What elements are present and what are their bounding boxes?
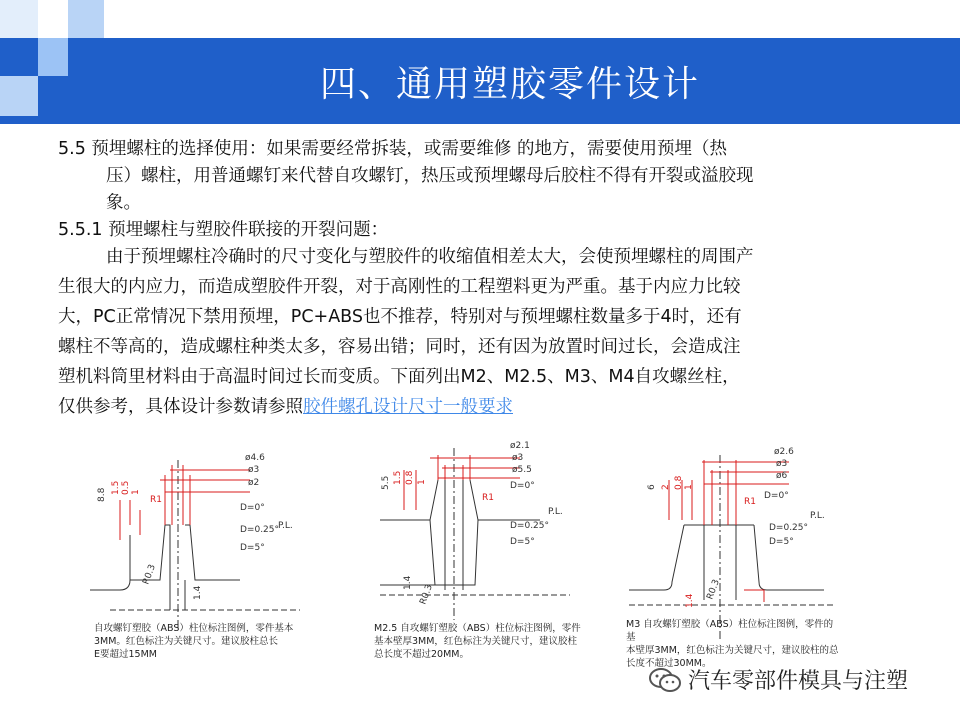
dim-label: D=0°	[240, 503, 265, 513]
paragraph-line: 5.5 预埋螺柱的选择使用：如果需要经常拆装，或需要维修 的地方，需要使用预埋（热	[58, 139, 727, 159]
caption-line: 3MM。红色标注为关键尺寸。建议胶柱总长	[94, 636, 278, 647]
paragraph-line: 由于预埋螺柱冷确时的尺寸变化与塑胶件的收缩值相差太大，会使预埋螺柱的周围产	[106, 247, 754, 267]
dim-label: ø2	[248, 478, 260, 488]
dim-label: D=0°	[764, 491, 789, 501]
dim-label: D=0.25°	[510, 521, 550, 531]
dim-label: 0.8	[405, 470, 415, 485]
design-spec-link[interactable]: 胶件螺孔设计尺寸一般要求	[303, 397, 513, 417]
dim-label: 1.4	[193, 585, 203, 600]
figure-m2-5	[370, 440, 590, 672]
dim-label: 8.8	[97, 487, 107, 502]
figure-caption	[94, 622, 314, 661]
dim-label: 1	[131, 489, 141, 495]
dim-label: D=0.25°	[769, 523, 809, 533]
dim-label: 0.8	[674, 475, 684, 490]
dim-label: D=5°	[240, 543, 265, 553]
decor-square	[68, 0, 104, 38]
dim-label: R0.3	[141, 563, 158, 587]
dim-label: D=0.25°	[240, 525, 280, 535]
dim-label: ø3	[248, 465, 260, 475]
caption-line: 本壁厚3MM，红色标注为关键尺寸，建议胶柱的总	[626, 645, 839, 656]
section-heading: 5.5.1 预埋螺柱与塑胶件联接的开裂问题：	[58, 220, 389, 240]
figure-caption	[374, 622, 588, 661]
caption-line: M3 自攻螺钉塑胶（ABS）柱位标注图例，零件的基	[626, 619, 834, 643]
dim-label: ø2.1	[510, 441, 530, 451]
dim-label: 1.4	[685, 593, 695, 608]
dim-label: 1.5	[111, 480, 121, 495]
dim-label: P.L.	[278, 521, 293, 531]
footer-watermark	[648, 664, 908, 695]
caption-line: 基本壁厚3MM，红色标注为关键尺寸，建议胶柱	[374, 636, 577, 647]
wechat-icon	[648, 666, 682, 694]
dim-label: 1	[417, 479, 427, 485]
dim-label: D=5°	[510, 537, 535, 547]
dim-label: 0.5	[121, 480, 131, 495]
dim-label: R0.3	[705, 578, 722, 602]
dim-label: ø2.6	[774, 447, 794, 457]
dim-label: 2	[661, 484, 671, 490]
dim-label: 1.4	[403, 575, 413, 590]
decor-square	[0, 0, 38, 38]
dim-label: 6	[647, 484, 657, 490]
paragraph-line: 象。	[106, 193, 141, 213]
caption-line: 总长度不超过20MM。	[374, 649, 469, 660]
slide-title: 四、通用塑胶零件设计	[319, 63, 700, 105]
caption-line: 长度不超过30MM。	[626, 658, 712, 669]
paragraph-line: 生很大的内应力，而造成塑胶件开裂，对于高刚性的工程塑料更为严重。基于内应力比较	[58, 277, 741, 297]
figure-m3	[624, 440, 844, 672]
dim-label: 1.5	[393, 470, 403, 485]
caption-line: 自攻螺钉塑胶（ABS）柱位标注图例，零件基本	[94, 623, 294, 634]
figure-m2	[90, 440, 315, 672]
dim-label: 1	[684, 484, 694, 490]
figure-caption	[626, 618, 842, 670]
paragraph-line: 塑机料筒里材料由于高温时间过长而变质。下面列出M2、M2.5、M3、M4自攻螺丝柱，	[58, 367, 740, 387]
brand-name: 汽车零部件模具与注塑	[688, 669, 909, 694]
caption-line: M2.5 自攻螺钉塑胶（ABS）柱位标注图例，零件	[374, 623, 581, 634]
dim-label: R1	[150, 495, 162, 505]
caption-line: E要超过15MM	[94, 649, 157, 660]
dim-label: ø5.5	[512, 465, 532, 475]
paragraph-line	[58, 394, 908, 421]
dim-label: ø3	[512, 453, 524, 463]
dim-label: 5.5	[381, 475, 391, 490]
paragraph-line: 螺柱不等高的，造成螺柱种类太多，容易出错；同时，还有因为放置时间过长，会造成注	[58, 337, 741, 357]
dim-label: ø3	[776, 459, 788, 469]
dim-label: D=0°	[510, 481, 535, 491]
dim-label: ø4.6	[245, 453, 265, 463]
dim-label: P.L.	[810, 511, 825, 521]
dim-label: D=5°	[769, 537, 794, 547]
paragraph-line: 压）螺柱，用普通螺钉来代替自攻螺钉，热压或预埋螺母后胶柱不得有开裂或溢胶现	[106, 166, 754, 186]
dim-label: P.L.	[548, 507, 563, 517]
dim-label: R1	[744, 497, 756, 507]
paragraph-line: 大，PC正常情况下禁用预埋，PC+ABS也不推荐，特别对与预埋螺柱数量多于4时，还有	[58, 307, 742, 327]
paragraph-text: 仅供参考，具体设计参数请参照	[58, 397, 303, 417]
dim-label: ø6	[776, 471, 788, 481]
body-text	[58, 136, 908, 421]
dim-label: R0.3	[418, 583, 435, 607]
dim-label: R1	[482, 493, 494, 503]
